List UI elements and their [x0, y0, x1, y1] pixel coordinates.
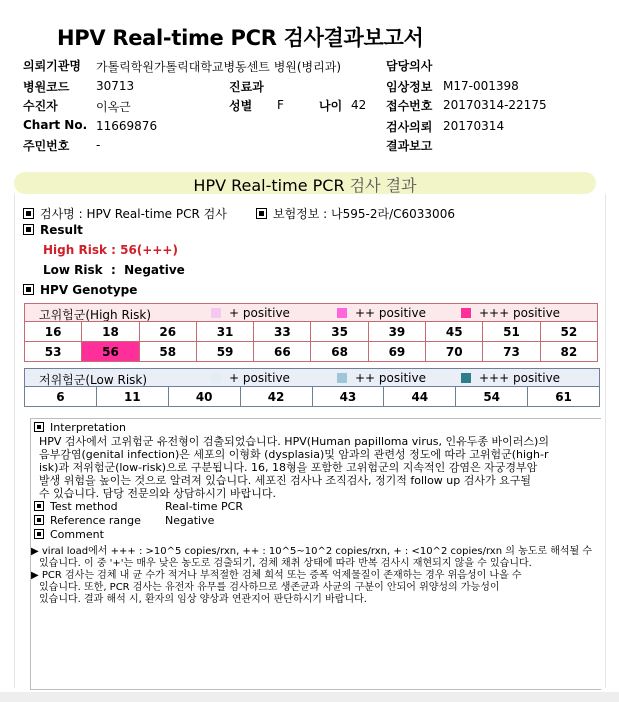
test-method-value: Real-time PCR — [165, 500, 243, 513]
age-value: 42 — [351, 98, 367, 112]
low-risk-header — [24, 368, 600, 387]
section-title-en: HPV Real-time PCR — [193, 176, 345, 195]
section-banner — [14, 172, 596, 194]
genotype-cell: 35 — [311, 322, 368, 342]
result-heading-text: Result — [40, 223, 83, 237]
comment-line: 있습니다. 이 중 '+'는 매우 낮은 농도로 검출되기, 검체 채취 상태에 따라 반복 검사시 재현되지 않을 수 있습니다. — [39, 558, 532, 569]
genotype-cell: 53 — [25, 342, 82, 362]
genotype-cell: 68 — [311, 342, 368, 362]
square-bullet-icon — [34, 422, 44, 432]
genotype-cell: 43 — [312, 387, 384, 407]
genotype-cell: 52 — [540, 322, 597, 342]
genotype-cell: 54 — [456, 387, 528, 407]
legend-plus-plus-plus: +++ positive — [461, 306, 560, 320]
genotype-cell: 16 — [25, 322, 82, 342]
genotype-cell: 42 — [240, 387, 312, 407]
genotype-cell: 73 — [483, 342, 540, 362]
genotype-cell: 33 — [254, 322, 311, 342]
square-bullet-icon — [34, 515, 44, 525]
exam-request-label: 검사의뢰 — [386, 120, 433, 134]
genotype-cell: 69 — [368, 342, 425, 362]
legend-swatch — [461, 373, 471, 383]
legend-swatch — [211, 308, 221, 318]
square-bullet-icon — [256, 208, 267, 219]
test-name-row — [23, 205, 227, 222]
genotype-cell: 6 — [25, 387, 97, 407]
chart-no-label: Chart No. — [23, 118, 88, 132]
result-heading — [23, 223, 83, 237]
genotype-cell: 11 — [96, 387, 168, 407]
interpretation-line: isk)과 저위험군(low-risk)으로 구분됩니다. 16, 18형을 포함한 고위험군의 지속적인 감염은 자궁경부암 — [39, 461, 538, 474]
section-title-ko: 검사 결과 — [349, 176, 417, 195]
test-name: 검사명 : HPV Real-time PCR 검사 — [40, 207, 227, 221]
hospital-code-value: 30713 — [96, 79, 135, 93]
genotype-cell: 51 — [483, 322, 540, 342]
genotype-heading-text: HPV Genotype — [40, 283, 138, 297]
result-report-label: 결과보고 — [386, 139, 433, 153]
interpretation-line: 음부감염(genital infection)은 세포의 이형화 (dysplasia)및 암과의 관련성 정도에 따라 고위험군(high-r — [39, 448, 549, 461]
table-row — [25, 322, 598, 342]
low-risk-table — [24, 386, 600, 407]
genotype-cell: 45 — [426, 322, 483, 342]
interpretation-line: HPV 검사에서 고위험군 유전형이 검출되었습니다. HPV(Human papilloma virus, 인유두종 바이러스)의 — [39, 435, 549, 448]
high-risk-result: High Risk : 56(+++) — [43, 243, 178, 257]
legend-plus-plus: ++ positive — [337, 306, 426, 320]
resident-no-label: 주민번호 — [23, 139, 70, 153]
legend-plus: + positive — [211, 306, 290, 320]
institution-value: 가톨릭학원가톨릭대학교병동센트 병원(병리과) — [96, 60, 342, 74]
reference-range-value: Negative — [165, 514, 215, 527]
comment-line: ▶ PCR 검사는 검체 내 균 수가 적거나 부적절한 검체 희석 또는 증폭 억제물질이 존재하는 경우 위음성이 나올 수 — [31, 570, 522, 581]
genotype-cell: 70 — [426, 342, 483, 362]
examinee-label: 수진자 — [23, 99, 58, 113]
genotype-cell: 59 — [196, 342, 253, 362]
receipt-no-value: 20170314-22175 — [443, 98, 547, 112]
low-risk-caption: 저위험군(Low Risk) — [39, 373, 148, 387]
bottom-bar — [0, 692, 619, 702]
legend-swatch — [461, 308, 471, 318]
genotype-cell: 18 — [82, 322, 139, 342]
square-bullet-icon — [34, 529, 44, 539]
report-title: HPV Real-time PCR 검사결과보고서 — [57, 26, 424, 50]
low-risk-result: Low Risk : Negative — [43, 263, 185, 277]
interpretation-box — [30, 418, 601, 690]
table-row — [25, 387, 600, 407]
genotype-cell: 66 — [254, 342, 311, 362]
square-bullet-icon — [23, 284, 34, 295]
genotype-cell: 31 — [196, 322, 253, 342]
chart-no-value: 11669876 — [96, 119, 158, 133]
clinical-info-value: M17-001398 — [443, 79, 519, 93]
genotype-cell: 39 — [368, 322, 425, 342]
receipt-no-label: 접수번호 — [386, 99, 433, 113]
high-risk-caption: 고위험군(High Risk) — [39, 308, 151, 322]
comment-line: ▶ viral load에서 +++ : >10^5 copies/rxn, ++ : 10^5~10^2 copies/rxn, + : <10^2 copies/rxn 의 농도로 해석될 수 — [31, 546, 593, 557]
genotype-cell: 56 — [82, 342, 139, 362]
square-bullet-icon — [23, 208, 34, 219]
genotype-cell: 61 — [528, 387, 600, 407]
legend-swatch — [211, 373, 221, 383]
legend-plus-plus: ++ positive — [337, 371, 426, 385]
genotype-cell: 58 — [139, 342, 196, 362]
age-label: 나이 — [319, 99, 343, 113]
hospital-code-label: 병원코드 — [23, 80, 70, 94]
section-title — [14, 173, 596, 196]
square-bullet-icon — [34, 501, 44, 511]
insurance-row — [256, 205, 455, 222]
sex-label: 성별 — [229, 99, 253, 113]
examinee-value: 이옥근 — [96, 100, 131, 114]
insurance-info: 보험정보 : 나595-2라/C6033006 — [273, 207, 455, 221]
legend-swatch — [337, 373, 347, 383]
genotype-cell: 44 — [384, 387, 456, 407]
interpretation-heading: Interpretation — [34, 421, 126, 434]
doctor-label: 담당의사 — [386, 59, 433, 73]
department-label: 진료과 — [229, 80, 264, 94]
institution-label: 의뢰기관명 — [23, 59, 81, 73]
reference-range-row: Reference range — [34, 514, 141, 527]
sex-value: F — [277, 98, 284, 112]
legend-plus-plus-plus: +++ positive — [461, 371, 560, 385]
legend-plus: + positive — [211, 371, 290, 385]
genotype-cell: 40 — [168, 387, 240, 407]
clinical-info-label: 임상정보 — [386, 80, 433, 94]
genotype-cell: 82 — [540, 342, 597, 362]
square-bullet-icon — [23, 224, 34, 235]
legend-swatch — [337, 308, 347, 318]
test-method-row: Test method — [34, 500, 118, 513]
interpretation-line: 수 있습니다. 담당 전문의와 상담하시기 바랍니다. — [39, 487, 276, 500]
interpretation-line: 발생 위험을 높이는 것으로 알려져 있습니다. 세포진 검사나 조직검사, 정기적 follow up 검사가 요구될 — [39, 474, 532, 487]
high-risk-header — [24, 303, 598, 322]
genotype-heading — [23, 283, 137, 297]
table-row — [25, 342, 598, 362]
exam-request-value: 20170314 — [443, 119, 505, 133]
high-risk-table — [24, 321, 598, 362]
comment-line: 있습니다. 또한, PCR 검사는 유전자 유무를 검사하므로 생존균과 사균의 구분이 안되어 위양성의 가능성이 — [39, 582, 500, 593]
genotype-cell: 26 — [139, 322, 196, 342]
comment-heading: Comment — [34, 528, 104, 541]
resident-no-value: - — [96, 138, 101, 152]
comment-line: 있습니다. 결과 해석 시, 환자의 임상 양상과 연관지어 판단하시기 바랍니다. — [39, 594, 367, 605]
